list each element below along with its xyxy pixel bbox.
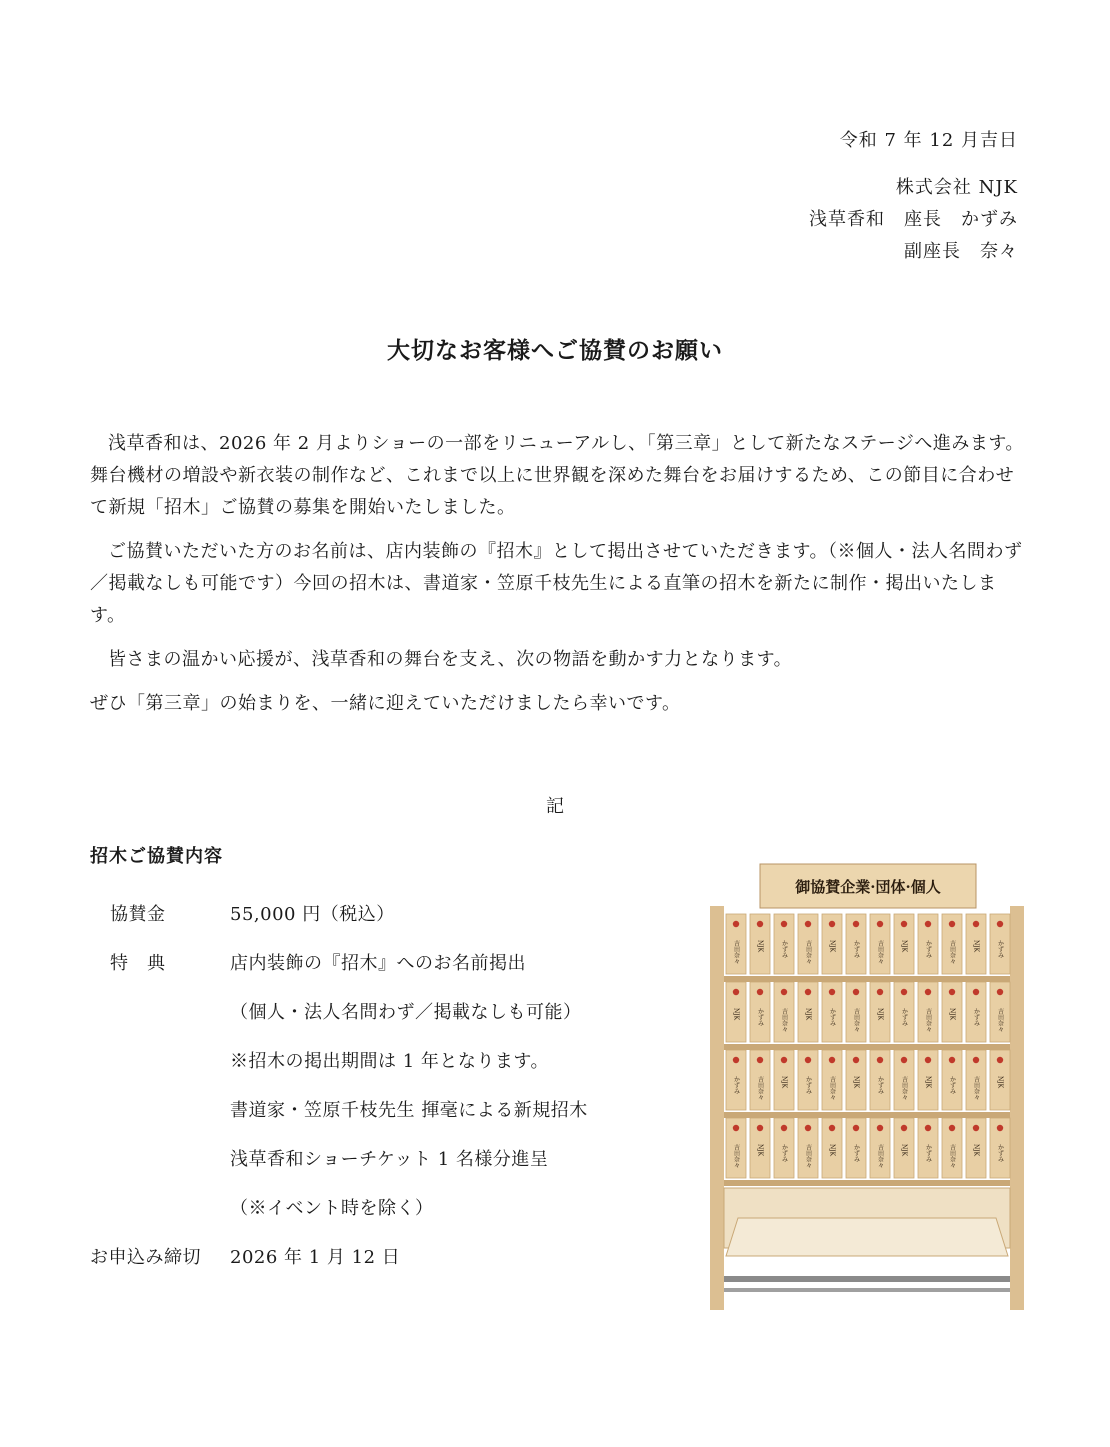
plaque-name: かずみ [732,1076,740,1094]
plaque-rows [724,914,1010,1186]
plaque-name: NJK [780,1076,788,1089]
plaque-emblem [901,1057,907,1063]
body-paragraph-3: 皆さまの温かい応援が、浅草香和の舞台を支え、次の物語を動かす力となります。 [108,649,793,670]
plaque-name: かずみ [780,1144,788,1162]
fee-label: 協賛金 [110,903,166,925]
plaque-emblem [757,1125,763,1131]
plaque-name: NJK [996,1076,1004,1089]
plaque-emblem [805,989,811,995]
sponsorship-details [90,888,588,1280]
plaque-name: 吉田奈々 [948,940,956,964]
plaque-name: NJK [900,1144,908,1157]
plaque-emblem [949,1057,955,1063]
plaque-board-photo [708,858,1026,1320]
letter-title: 大切なお客様へご協賛のお願い [387,337,723,364]
plaque-emblem [877,989,883,995]
plaque-name: かずみ [804,1076,812,1094]
plaque-name: 吉田奈々 [900,1076,908,1100]
benefit-line: ※招木の掲出期間は 1 年となります。 [230,1050,549,1072]
plaque-name: かずみ [780,940,788,958]
plaque-name: 吉田奈々 [852,1008,860,1032]
benefit-row [90,1035,588,1084]
body-paragraph-2: ご協賛いただいた方のお名前は、店内装飾の『招木』として掲出させていただきます。（※個人・法人名問わず／掲載なしも可能です）今回の招木は、書道家・笠原千枝先生による直筆の招木を新たに制作・掲出いたします。 [90,541,1023,626]
plaque-emblem [997,921,1003,927]
plaque-emblem [997,1125,1003,1131]
plaque-emblem [877,1125,883,1131]
plaque-name: 吉田奈々 [804,1144,812,1168]
benefit-line: 浅草香和ショーチケット 1 名様分進呈 [230,1148,549,1170]
benefit-line: （※イベント時を除く） [230,1197,434,1219]
plaque-emblem [973,921,979,927]
plaque-emblem [853,1125,859,1131]
plaque-name: 吉田奈々 [924,1008,932,1032]
plaque-name: NJK [900,940,908,953]
plaque-emblem [829,921,835,927]
sender-leader: 浅草香和 座長 かずみ [809,209,1018,230]
benefit-row [90,1182,588,1231]
plaque-emblem [781,1125,787,1131]
plaque-name: かずみ [948,1076,956,1094]
benefit-line: 店内装飾の『招木』へのお名前掲出 [230,952,526,974]
benefit-row [90,1084,588,1133]
plaque-emblem [829,989,835,995]
plaque-name: NJK [924,1076,932,1089]
benefit-row [90,986,588,1035]
plaque-name: NJK [948,1008,956,1021]
plaque-name: かずみ [852,1144,860,1162]
plaque-name: NJK [828,1144,836,1157]
ki-heading: 記 [546,796,564,817]
plaque-name: かずみ [972,1008,980,1026]
plaque-emblem [997,989,1003,995]
body-paragraph-4: ぜひ「第三章」の始まりを、一緒に迎えていただけましたら幸いです。 [90,693,681,714]
frame-left [710,906,724,1310]
plaque-name: かずみ [876,1076,884,1094]
plaque-emblem [757,1057,763,1063]
plaque-name: かずみ [996,940,1004,958]
plaque-name: かずみ [756,1008,764,1026]
plaque-emblem [949,989,955,995]
plaque-name: かずみ [924,940,932,958]
deadline-value: 2026 年 1 月 12 日 [230,1246,401,1268]
plaque-emblem [925,921,931,927]
frame-right [1010,906,1024,1310]
plaque-emblem [781,921,787,927]
plaque-emblem [757,989,763,995]
plaque-name: 吉田奈々 [732,1144,740,1168]
sender-vice-leader: 副座長 奈々 [904,241,1018,262]
plaque-name: かずみ [828,1008,836,1026]
shelf-rail [724,976,1010,982]
plaque-emblem [949,921,955,927]
plaque-emblem [925,989,931,995]
deadline-row [90,1231,588,1280]
plaque-name: NJK [756,940,764,953]
plaque-name: 吉田奈々 [756,1076,764,1100]
plaque-name: 吉田奈々 [804,940,812,964]
plaque-emblem [973,1125,979,1131]
lower-tray [726,1218,1008,1256]
plaque-name: 吉田奈々 [780,1008,788,1032]
plaque-emblem [925,1125,931,1131]
plaque-name: 吉田奈々 [996,1008,1004,1032]
plaque-name: NJK [972,940,980,953]
benefit-line: 書道家・笠原千枝先生 揮毫による新規招木 [230,1099,588,1121]
letter-body [90,428,1030,732]
fee-row [90,888,588,937]
fee-value: 55,000 円（税込） [230,903,395,925]
letter-date: 令和 7 年 12 月吉日 [839,130,1018,151]
benefit-row [90,1133,588,1182]
plaque-emblem [733,921,739,927]
plaque-name: NJK [876,1008,884,1021]
benefit-line: （個人・法人名問わず／掲載なしも可能） [230,1001,582,1023]
plaque-name: 吉田奈々 [876,940,884,964]
plaque-name: かずみ [996,1144,1004,1162]
plaque-emblem [901,989,907,995]
plaque-name: NJK [828,940,836,953]
plaque-emblem [829,1057,835,1063]
benefit-label: 特 典 [110,952,166,974]
sender-company: 株式会社 NJK [895,177,1018,198]
plaque-emblem [853,1057,859,1063]
plaque-emblem [853,921,859,927]
plaque-emblem [733,1057,739,1063]
plaque-name: 吉田奈々 [972,1076,980,1100]
plaque-emblem [733,989,739,995]
plaque-name: NJK [972,1144,980,1157]
plaque-emblem [805,1057,811,1063]
plaque-emblem [997,1057,1003,1063]
body-paragraph-1: 浅草香和は、2026 年 2 月よりショーの一部をリニューアルし、「第三章」として新たなステージへ進みます。舞台機材の増設や新衣装の制作など、これまで以上に世界観を深めた舞台をお届けするため、この節目に合わせて新規「招木」ご協賛の募集を開始いたしました。 [90,433,1024,518]
plaque-emblem [853,989,859,995]
deadline-label: お申込み締切 [90,1246,201,1268]
plaque-emblem [877,1057,883,1063]
plaque-emblem [901,1125,907,1131]
plaque-emblem [973,989,979,995]
bottom-rail [724,1276,1010,1282]
plaque-name: NJK [804,1008,812,1021]
plaque-name: かずみ [852,940,860,958]
plaque-emblem [973,1057,979,1063]
shelf-rail [724,1044,1010,1050]
plaque-name: 吉田奈々 [948,1144,956,1168]
plaque-emblem [901,921,907,927]
plaque-name: かずみ [924,1144,932,1162]
plaque-emblem [829,1125,835,1131]
bottom-rail [724,1288,1010,1292]
benefit-row [90,937,588,986]
plaque-emblem [877,921,883,927]
plaque-emblem [781,989,787,995]
sign-text: 御協賛企業·団体·個人 [795,878,941,896]
section-title: 招木ご協賛内容 [90,846,223,867]
plaque-name: 吉田奈々 [732,940,740,964]
plaque-emblem [757,921,763,927]
plaque-emblem [781,1057,787,1063]
plaque-name: NJK [852,1076,860,1089]
plaque-emblem [805,1125,811,1131]
plaque-emblem [733,1125,739,1131]
plaque-emblem [925,1057,931,1063]
plaque-emblem [805,921,811,927]
plaque-name: NJK [756,1144,764,1157]
shelf-rail [724,1180,1010,1186]
plaque-name: 吉田奈々 [876,1144,884,1168]
plaque-emblem [949,1125,955,1131]
plaque-name: かずみ [900,1008,908,1026]
plaque-name: 吉田奈々 [828,1076,836,1100]
plaque-name: NJK [732,1008,740,1021]
sender-block [809,172,1018,268]
shelf-rail [724,1112,1010,1118]
